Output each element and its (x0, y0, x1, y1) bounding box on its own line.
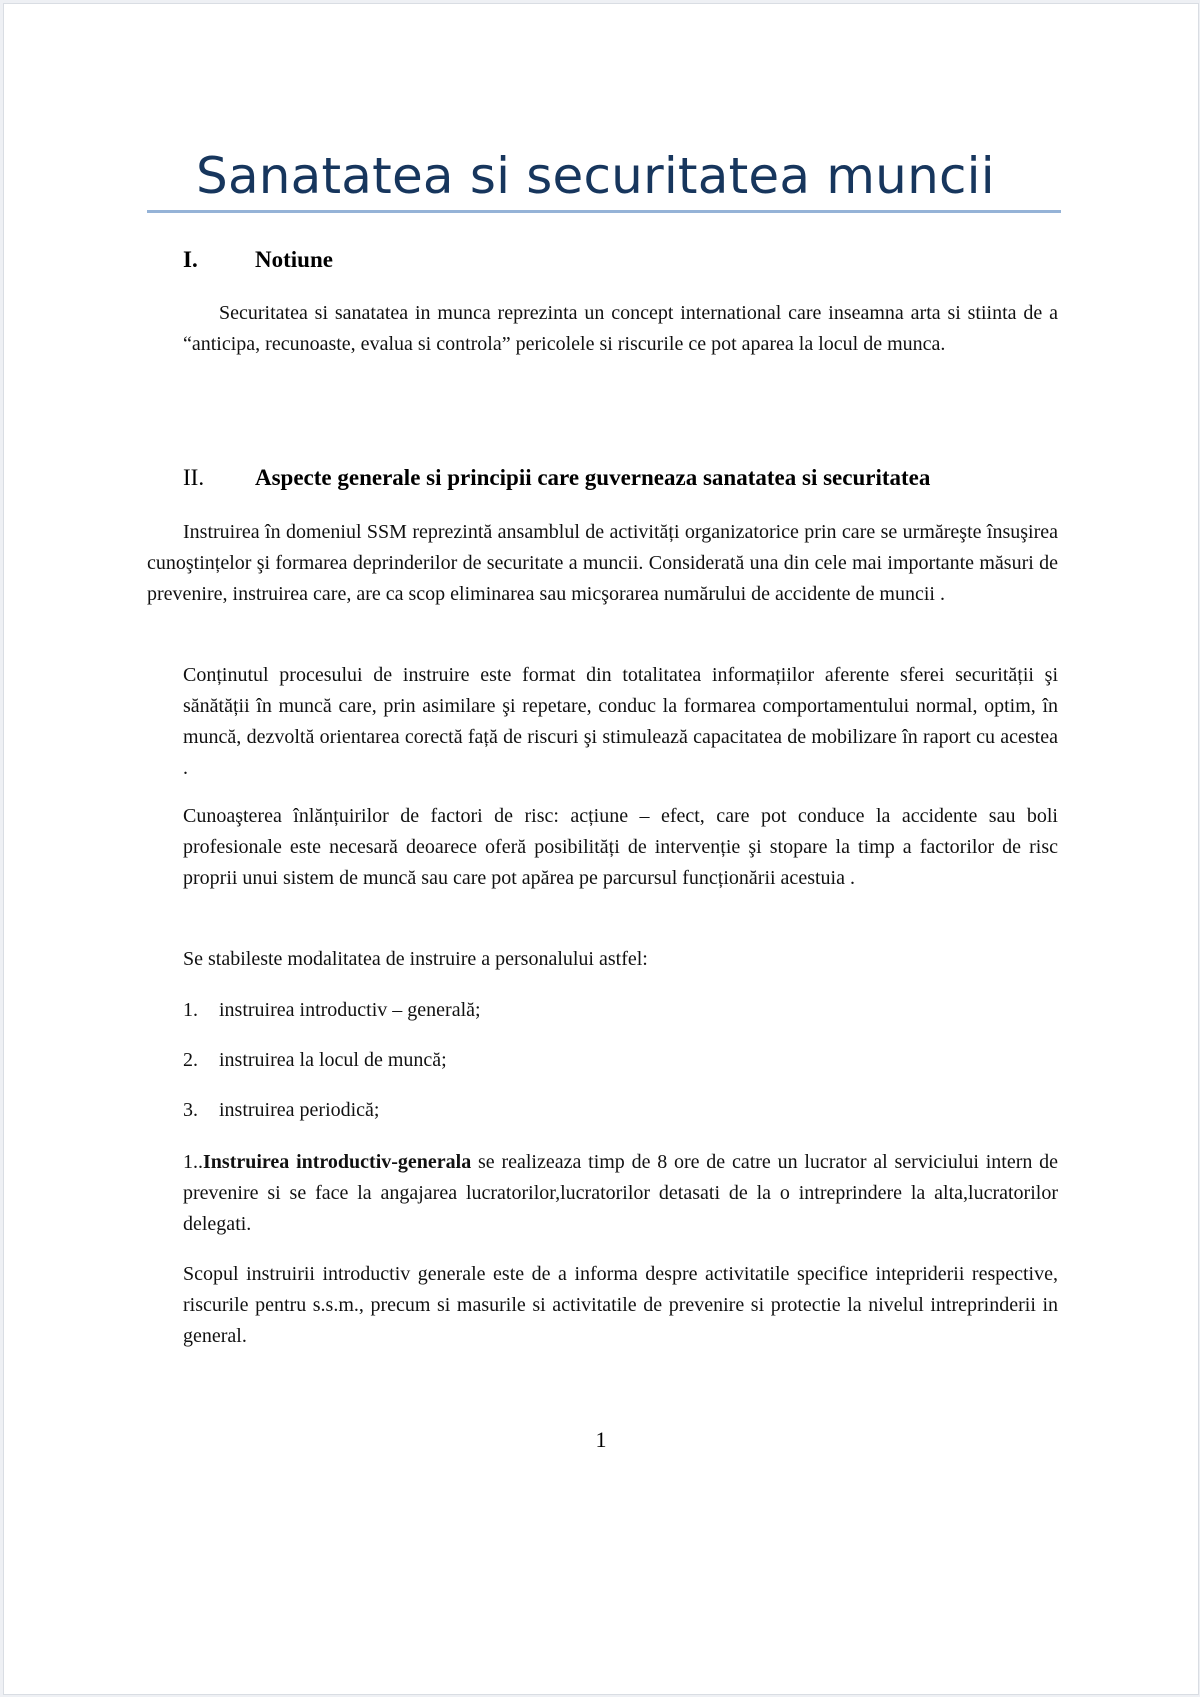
section-1-number: I. (183, 247, 198, 272)
document-title: Sanatatea si securitatea muncii (196, 147, 995, 205)
list-item (183, 1095, 380, 1126)
section-2-paragraph-3: Cunoaşterea înlănțuirilor de factori de risc: acțiune – efect, care pot conduce la accidente sau boli profesionale este necesară deoarece oferă posibilități de intervenție şi stopare la timp a factorilor de risc proprii unui sistem de muncă sau care pot apărea pe parcursul funcționării acestuia . (183, 805, 1058, 889)
section-2-title: Aspecte generale si principii care guverneaza sanatatea si securitatea (255, 465, 931, 490)
paragraph-4-bold-term: Instruirea introductiv-generala (203, 1151, 472, 1173)
paragraph-4-text: se realizeaza timp de 8 ore de catre un lucrator al serviciului intern de prevenire si se face la angajarea lucratorilor,lucratorilor detasati de la o intreprindere la alta,lucratorilor delegati. (183, 1151, 1059, 1235)
section-2-number: II. (183, 465, 205, 490)
section-1-title: Notiune (255, 247, 333, 272)
title-underline (147, 210, 1061, 213)
list-item-number: 3. (183, 1099, 198, 1121)
page-number: 1 (595, 1427, 607, 1452)
section-2-paragraph-1: Instruirea în domeniul SSM reprezintă ansamblul de activități organizatorice prin care se urmăreşte însuşirea cunoştințelor şi formarea deprinderilor de securitate a muncii. Considerată una din cele mai importante măsuri de prevenire, instruirea care, are ca scop eliminarea sau micşorarea numărului de accidente de muncii . (147, 521, 1058, 605)
list-item-text: instruirea la locul de muncă; (219, 1049, 447, 1071)
list-item-text: instruirea periodică; (219, 1099, 380, 1121)
paragraph-4-prefix: 1.. (183, 1151, 203, 1173)
list-item-number: 1. (183, 999, 198, 1021)
document-page (3, 3, 1199, 1695)
section-2-paragraph-5: Scopul instruirii introductiv generale este de a informa despre activitatile specifice intepriderii respective, riscurile pentru s.s.m., precum si masurile si activitatile de prevenire si protectie la nivelul intreprinderii in general. (183, 1263, 1058, 1347)
section-2-paragraph-4 (183, 1147, 1058, 1240)
list-item-text: instruirea introductiv – generală; (219, 999, 481, 1021)
list-intro: Se stabileste modalitatea de instruire a personalului astfel: (183, 948, 648, 970)
list-item (183, 1045, 447, 1076)
section-1-paragraph: Securitatea si sanatatea in munca reprezinta un concept international care inseamna arta si stiinta de a “anticipa, recunoaste, evalua si controla” pericolele si riscurile ce pot aparea la locul de munca. (183, 302, 1058, 355)
list-item-number: 2. (183, 1049, 198, 1071)
section-2-paragraph-2: Conținutul procesului de instruire este format din totalitatea informațiilor aferente sferei securității şi sănătății în muncă care, prin asimilare şi repetare, conduc la formarea comportamentului normal, optim, în muncă, dezvoltă orientarea corectă față de riscuri şi stimulează capacitatea de mobilizare în raport cu acestea . (183, 664, 1058, 779)
list-item (183, 995, 481, 1026)
